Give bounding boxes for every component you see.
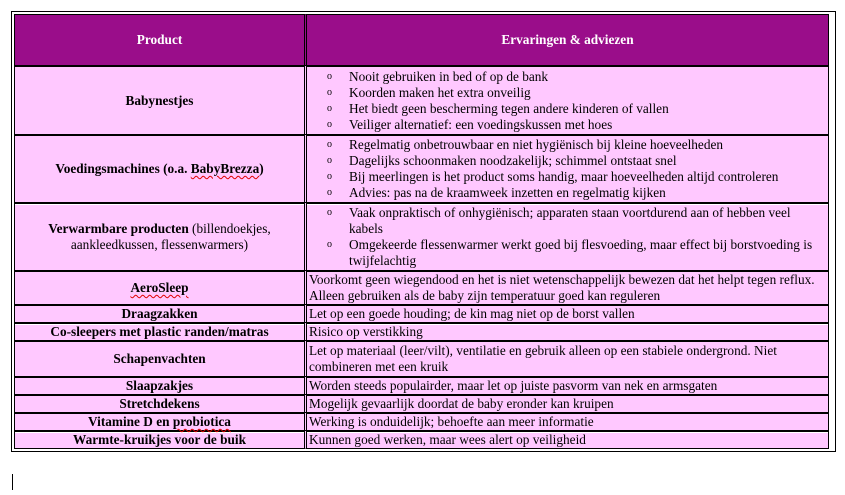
advice-cell: Mogelijk gevaarlijk doordat de baby eronder kan kruipen [304, 394, 829, 412]
spellcheck-underlined-word[interactable]: AeroSleep [130, 280, 189, 295]
header-product: Product [14, 14, 304, 65]
list-item: o Het biedt geen bescherming tegen andere kinderen of vallen [349, 101, 826, 117]
advice-cell [304, 65, 829, 134]
table-row [14, 412, 829, 430]
product-cell [14, 412, 304, 430]
product-cell: Co-sleepers met plastic randen/matras [14, 322, 304, 340]
spellcheck-underlined-word[interactable]: probiotica [172, 414, 231, 429]
table-row [14, 322, 829, 340]
list-item: o Koorden maken het extra onveilig [349, 85, 826, 101]
advice-cell: Worden steeds populairder, maar let op juiste pasvorm van nek en armsgaten [304, 376, 829, 394]
table-row [14, 340, 829, 376]
list-item: o Veiliger alternatief: een voedingskussen met hoes [349, 117, 826, 133]
table-row [14, 394, 829, 412]
table-row [14, 202, 829, 270]
product-text-bold: Verwarmbare producten [48, 221, 189, 236]
product-cell: Schapenvachten [14, 340, 304, 376]
advice-cell [304, 202, 829, 270]
table-row [14, 270, 829, 304]
advice-cell: Risico op verstikking [304, 322, 829, 340]
table-outer-border [11, 11, 836, 452]
advice-list [309, 137, 826, 201]
list-item: o Regelmatig onbetrouwbaar en niet hygiënisch bij kleine hoeveelheden [349, 137, 826, 153]
advice-list [309, 69, 826, 133]
advice-cell: Werking is onduidelijk; behoefte aan meer informatie [304, 412, 829, 430]
advice-cell: Voorkomt geen wiegendood en het is niet wetenschappelijk bewezen dat het helpt tegen reflux. Alleen gebruiken als de baby zijn temperatuur goed kan reguleren [304, 270, 829, 304]
product-cell: Stretchdekens [14, 394, 304, 412]
advice-list [309, 205, 826, 269]
advice-cell: Let op een goede houding; de kin mag niet op de borst vallen [304, 304, 829, 322]
table-row [14, 430, 829, 449]
product-advice-table [14, 14, 829, 449]
product-cell: Warmte-kruikjes voor de buik [14, 430, 304, 449]
advice-cell: Let op materiaal (leer/vilt), ventilatie en gebruik alleen op een stabiele ondergrond. Niet combineren met een kruik [304, 340, 829, 376]
product-cell: Slaapzakjes [14, 376, 304, 394]
table-row [14, 134, 829, 202]
product-text: Voedingsmachines (o.a. [55, 161, 191, 176]
table-header-row [14, 14, 829, 65]
text-cursor [12, 474, 13, 490]
product-text: Vitamine D en [88, 414, 173, 429]
product-cell [14, 134, 304, 202]
list-item: o Bij meerlingen is het product soms handig, maar hoeveelheden altijd controleren [349, 169, 826, 185]
spellcheck-underlined-word[interactable]: BabyBrezza [190, 161, 260, 176]
product-cell: Draagzakken [14, 304, 304, 322]
header-advice: Ervaringen & adviezen [304, 14, 829, 65]
table-row [14, 304, 829, 322]
list-item: o Advies: pas na de kraamweek inzetten en regelmatig kijken [349, 185, 826, 201]
list-item: o Vaak onpraktisch of onhygiënisch; apparaten staan voortdurend aan of hebben veel kabels [349, 205, 826, 237]
product-cell [14, 270, 304, 304]
product-cell: Babynestjes [14, 65, 304, 134]
advice-cell [304, 134, 829, 202]
list-item: o Nooit gebruiken in bed of op de bank [349, 69, 826, 85]
advice-cell: Kunnen goed werken, maar wees alert op veiligheid [304, 430, 829, 449]
product-text: ) [259, 161, 264, 176]
table-row [14, 65, 829, 134]
product-text-normal: (billendoekjes, aankleedkussen, flessenwarmers) [70, 221, 271, 252]
list-item: o Dagelijks schoonmaken noodzakelijk; schimmel ontstaat snel [349, 153, 826, 169]
table-row [14, 376, 829, 394]
list-item: o Omgekeerde flessenwarmer werkt goed bij flesvoeding, maar effect bij borstvoeding is twijfelachtig [349, 237, 826, 269]
product-cell [14, 202, 304, 270]
